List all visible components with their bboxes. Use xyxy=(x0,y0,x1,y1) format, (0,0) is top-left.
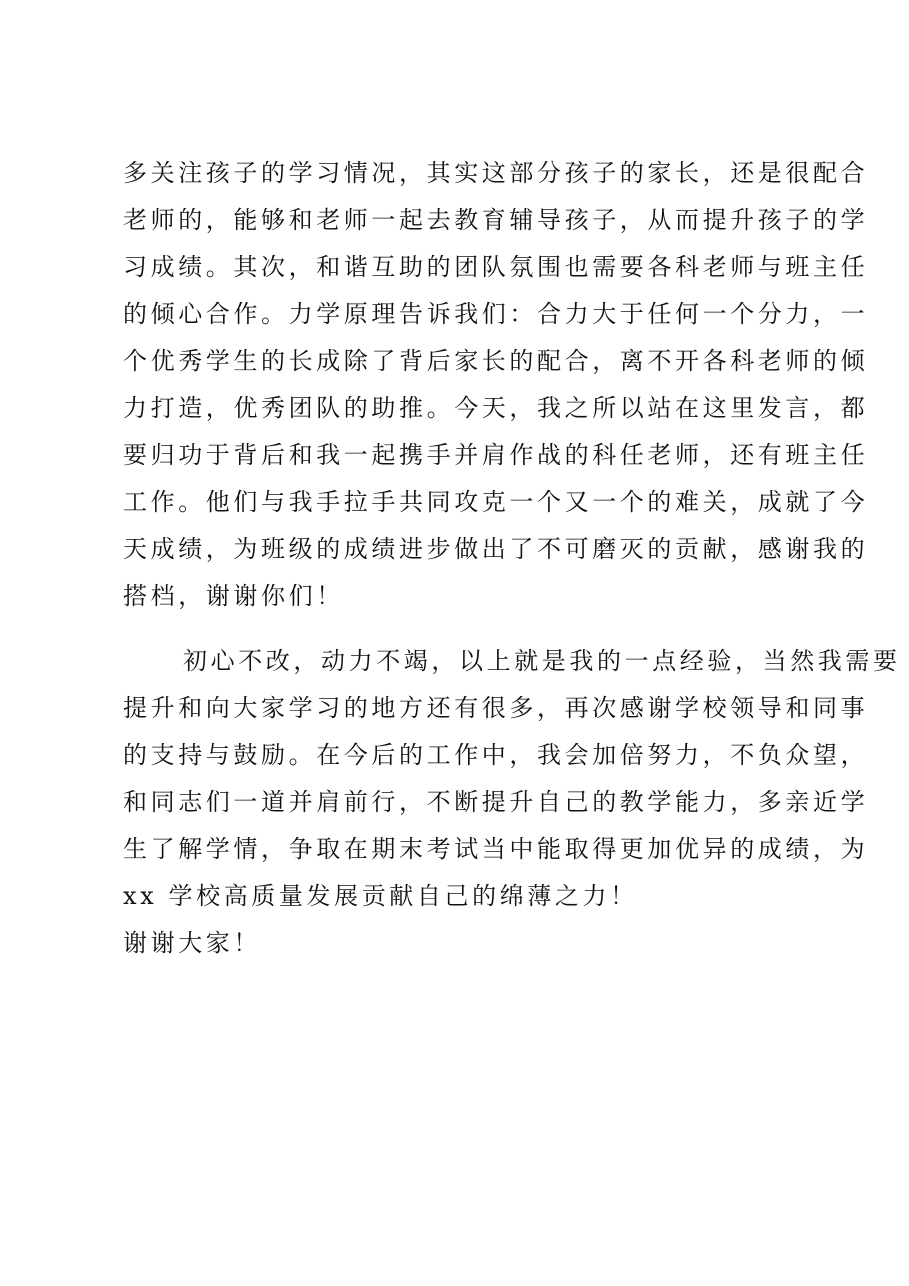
paragraph-2-line-1: 初心不改，动力不竭，以上就是我的一点经验，当然我需要 xyxy=(183,647,901,675)
paragraph-1-line-7: 要归功于背后和我一起携手并肩作战的科任老师，还有班主任 xyxy=(123,441,869,469)
paragraph-2-line-5: 生了解学情，争取在期末考试当中能取得更加优异的成绩，为 xyxy=(123,835,869,863)
paragraph-1-line-2: 老师的，能够和老师一起去教育辅导孩子，从而提升孩子的学 xyxy=(123,206,869,234)
paragraph-1-line-6: 力打造，优秀团队的助推。今天，我之所以站在这里发言，都 xyxy=(123,394,869,422)
paragraph-1-line-4: 的倾心合作。力学原理告诉我们：合力大于任何一个分力，一 xyxy=(123,300,869,328)
paragraph-1-line-8: 工作。他们与我手拉手共同攻克一个又一个的难关，成就了今 xyxy=(123,488,869,516)
paragraph-2-line-6: xx 学校高质量发展贡献自己的绵薄之力！ xyxy=(123,882,638,910)
paragraph-1-line-3: 习成绩。其次，和谐互助的团队氛围也需要各科老师与班主任 xyxy=(123,253,869,281)
paragraph-2-line-2: 提升和向大家学习的地方还有很多，再次感谢学校领导和同事 xyxy=(123,694,869,722)
closing-line: 谢谢大家！ xyxy=(123,929,261,957)
paragraph-2-line-4: 和同志们一道并肩前行，不断提升自己的教学能力，多亲近学 xyxy=(123,788,869,816)
paragraph-1-line-10: 搭档，谢谢你们！ xyxy=(123,582,344,610)
paragraph-2-line-3: 的支持与鼓励。在今后的工作中，我会加倍努力，不负众望， xyxy=(123,741,869,769)
paragraph-1-line-1: 多关注孩子的学习情况，其实这部分孩子的家长，还是很配合 xyxy=(123,159,869,187)
paragraph-1-line-9: 天成绩，为班级的成绩进步做出了不可磨灭的贡献，感谢我的 xyxy=(123,535,869,563)
paragraph-1-line-5: 个优秀学生的长成除了背后家长的配合，离不开各科老师的倾 xyxy=(123,347,869,375)
